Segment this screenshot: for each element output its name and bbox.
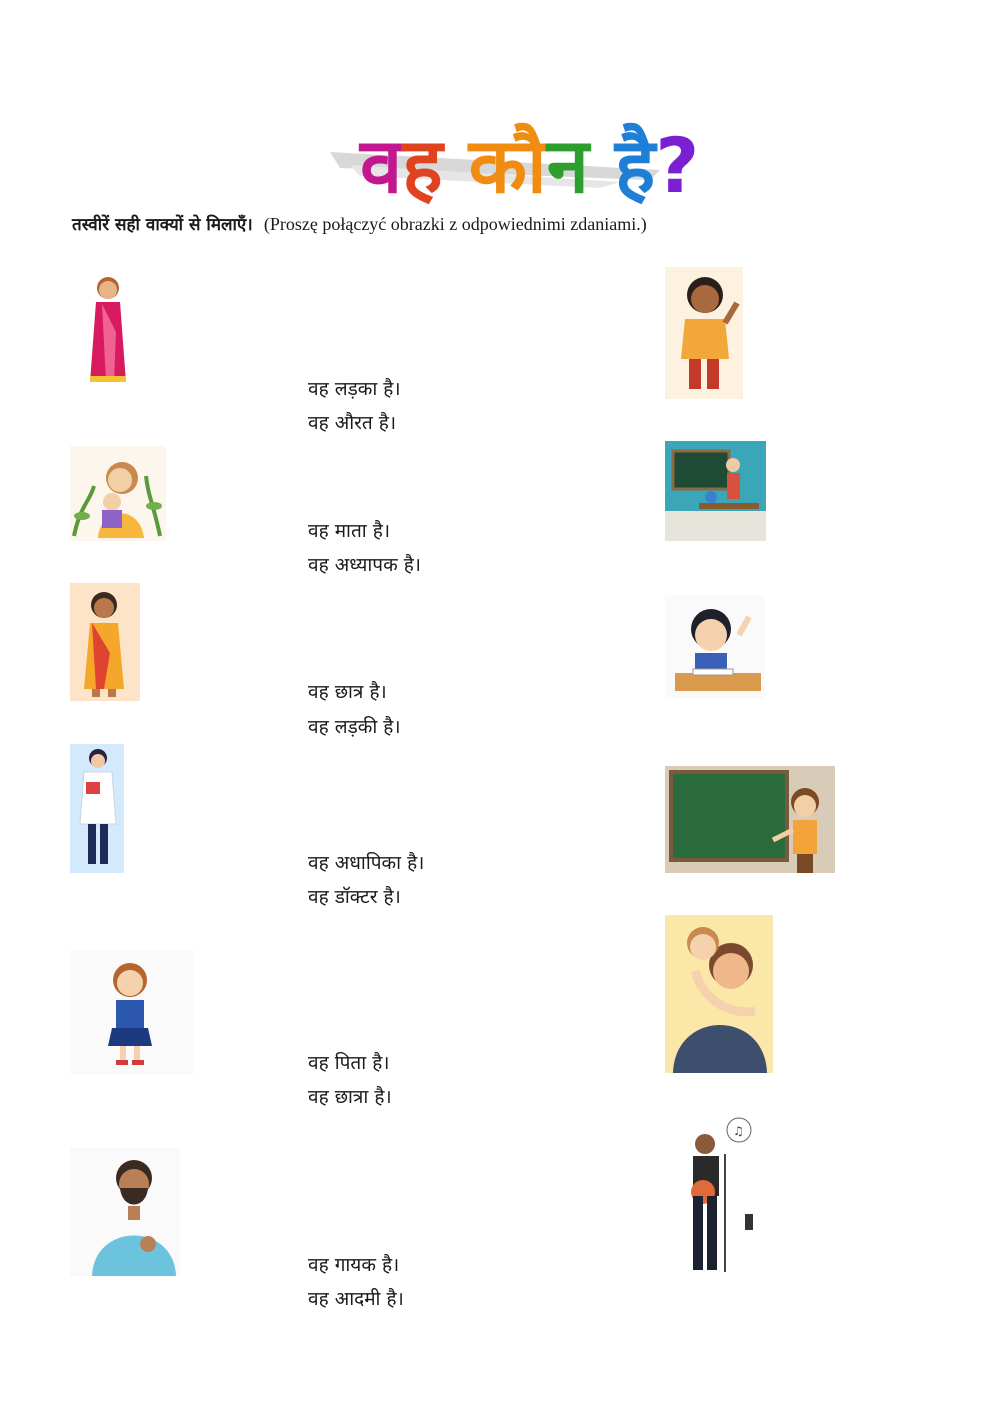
sentence-12: वह आदमी है।	[308, 1288, 404, 1310]
title-letter-1: व	[360, 121, 403, 210]
bearded-man-image	[70, 1148, 180, 1276]
sentence-5: वह छात्र है।	[308, 681, 387, 703]
male-teacher-classroom-image	[665, 441, 766, 541]
title-letter-4: न	[546, 121, 589, 210]
girl-in-sari-image	[70, 583, 140, 701]
sentence-2: वह औरत है।	[308, 412, 397, 434]
sentence-3: वह माता है।	[308, 520, 391, 542]
sentence-10: वह छात्रा है।	[308, 1086, 392, 1108]
instruction-hindi: तस्वीरें सही वाक्यों से मिलाएँ।	[72, 215, 253, 235]
mother-and-baby-image	[70, 446, 166, 541]
sentence-6: वह लड़की है।	[308, 716, 401, 738]
singer-with-guitar-image	[665, 1114, 757, 1276]
sentence-1: वह लड़का है।	[308, 378, 401, 400]
schoolgirl-image	[70, 950, 194, 1075]
sentence-4: वह अध्यापक है।	[308, 554, 422, 576]
female-teacher-blackboard-image	[665, 766, 835, 873]
title-text	[360, 121, 700, 210]
svg-text:♫: ♫	[733, 1124, 744, 1138]
sentence-9: वह पिता है।	[308, 1052, 390, 1074]
father-and-son-image	[665, 915, 773, 1073]
boy-waving-image	[665, 267, 743, 399]
title-letter-5: है	[614, 121, 656, 210]
sentence-7: वह अधापिका है।	[308, 852, 425, 874]
sentence-11: वह गायक है।	[308, 1254, 400, 1276]
instruction-polish: (Proszę połączyć obrazki z odpowiednimi zdaniami.)	[263, 214, 647, 234]
title-letter-3: कौ	[468, 121, 547, 210]
doctor-image	[70, 744, 124, 873]
title-letter-6: ?	[655, 121, 700, 210]
instruction	[72, 212, 647, 235]
sentence-8: वह डॉक्टर है।	[308, 886, 401, 908]
student-at-desk-image	[665, 595, 765, 699]
worksheet-title	[320, 70, 700, 210]
woman-in-sari-image	[84, 272, 132, 388]
title-letter-2: ह	[402, 121, 443, 210]
